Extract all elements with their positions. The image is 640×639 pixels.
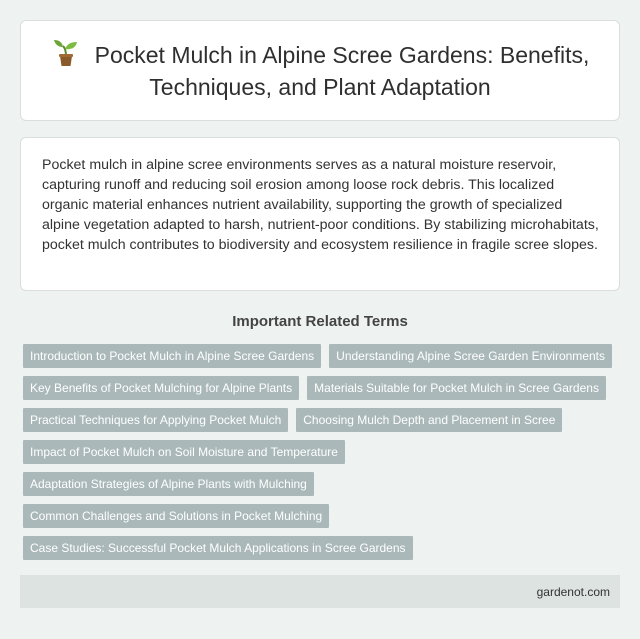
term-tag[interactable]: Practical Techniques for Applying Pocket Mulch	[23, 408, 288, 432]
term-tag[interactable]: Introduction to Pocket Mulch in Alpine Scree Gardens	[23, 344, 321, 368]
term-tag[interactable]: Impact of Pocket Mulch on Soil Moisture and Temperature	[23, 440, 345, 464]
footer	[20, 575, 620, 608]
page-title	[21, 39, 619, 103]
term-tag[interactable]: Case Studies: Successful Pocket Mulch Applications in Scree Gardens	[23, 536, 413, 560]
summary-card	[20, 137, 620, 291]
page-title-text: Pocket Mulch in Alpine Scree Gardens: Benefits, Techniques, and Plant Adaptation	[94, 41, 590, 100]
summary-text: Pocket mulch in alpine scree environments serves as a natural moisture reservoir, capturing runoff and reducing soil erosion among loose rock debris. This localized organic material enhances nutrient availability, supporting the growth of specialized alpine vegetation adapted to harsh, nutrient-poor conditions. By stabilizing microhabitats, pocket mulch contributes to biodiversity and ecosystem resilience in fragile scree slopes.	[42, 157, 599, 253]
term-tag[interactable]: Choosing Mulch Depth and Placement in Scree	[296, 408, 562, 432]
term-tag[interactable]: Understanding Alpine Scree Garden Environments	[329, 344, 612, 368]
term-tag[interactable]: Key Benefits of Pocket Mulching for Alpine Plants	[23, 376, 299, 400]
related-terms-list	[23, 344, 623, 568]
related-terms-heading: Important Related Terms	[232, 313, 408, 330]
sprout-icon	[51, 39, 81, 67]
title-card	[20, 20, 620, 121]
term-tag[interactable]: Common Challenges and Solutions in Pocket Mulching	[23, 504, 329, 528]
footer-site-link[interactable]: gardenot.com	[536, 584, 610, 599]
term-tag[interactable]: Adaptation Strategies of Alpine Plants with Mulching	[23, 472, 314, 496]
term-tag[interactable]: Materials Suitable for Pocket Mulch in Scree Gardens	[307, 376, 606, 400]
